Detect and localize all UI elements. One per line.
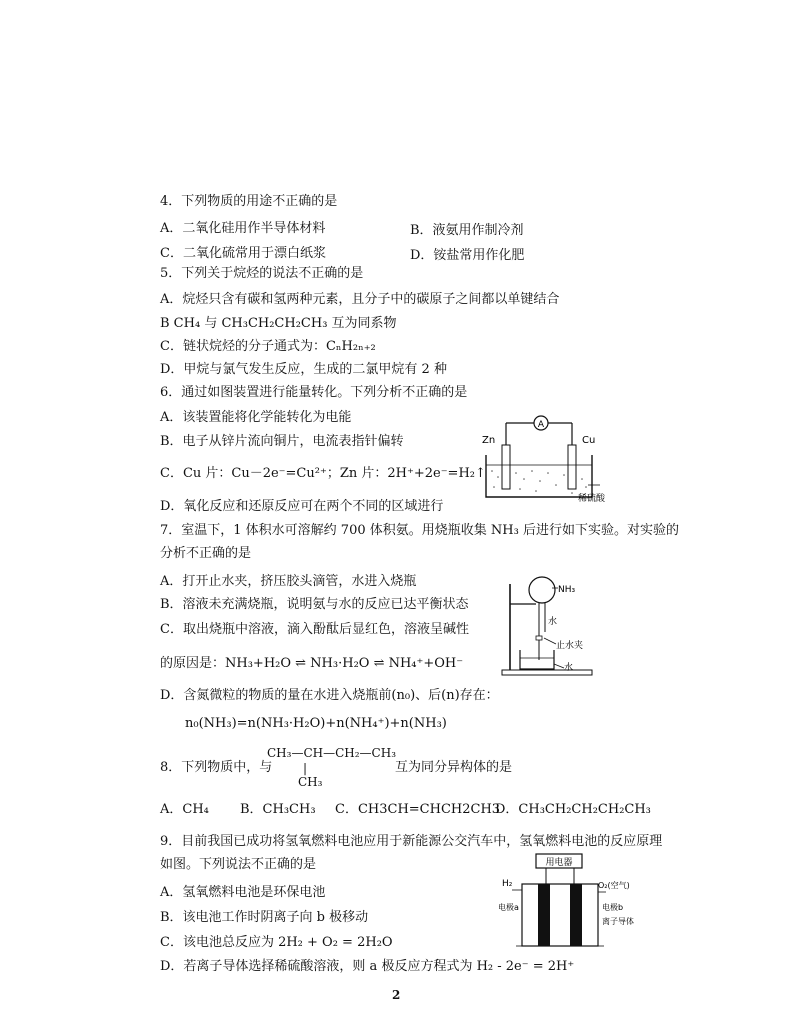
q5-option-b: B CH₄ 与 CH₃CH₂CH₂CH₃ 互为同系物: [160, 316, 397, 331]
q7-option-a: A．打开止水夹，挤压胶头滴管，水进入烧瓶: [160, 574, 417, 589]
acid-label: 稀硫酸: [578, 494, 606, 504]
clamp-icon: [536, 636, 542, 640]
water-bottom-label: 水: [564, 663, 574, 673]
q7-option-c: C．取出烧瓶中溶液，滴入酚酞后显红色，溶液呈碱性: [160, 622, 469, 637]
nh3-label: NH₃: [558, 585, 576, 595]
q8-option-a: A．CH₄: [160, 802, 209, 817]
q8-structure-branch: CH₃: [298, 775, 323, 789]
ammeter-label: A: [537, 420, 545, 430]
q8-option-b: B．CH₃CH₃: [240, 802, 316, 817]
q8-structure-bond: |: [303, 761, 308, 775]
q6-option-a: A．该装置能将化学能转化为电能: [160, 410, 352, 425]
q9-option-d: D．若离子导体选择稀硫酸溶液，则 a 极反应方程式为 H₂ - 2e⁻ = 2H⁺: [160, 959, 575, 974]
q7-stem-line2: 分析不正确的是: [160, 546, 252, 561]
q4-option-a: A．二氧化硅用作半导体材料: [160, 221, 326, 236]
device-label: 用电器: [545, 858, 573, 868]
q9-stem-line2: 如图。下列说法不正确的是: [160, 857, 317, 872]
water-top-label: 水: [548, 617, 558, 627]
q8-stem-suffix: 互为同分异构体的是: [395, 760, 513, 775]
q4-option-d: D．铵盐常用作化肥: [410, 248, 525, 263]
q4-option-b: B．液氨用作制冷剂: [410, 223, 524, 238]
o2-label: O₂(空气): [598, 881, 630, 890]
electrode-b: [570, 884, 582, 946]
q6-option-d: D．氧化反应和还原反应可在两个不同的区域进行: [160, 499, 444, 514]
ion-conductor-label: 离子导体: [602, 917, 634, 926]
clamp-label: 止水夹: [556, 641, 584, 651]
q6-stem: 6．通过如图装置进行能量转化。下列分析不正确的是: [160, 385, 468, 400]
electrode-b-label: 电极b: [602, 903, 624, 912]
q9-stem-line1: 9．目前我国已成功将氢氧燃料电池应用于新能源公交汽车中，氢氧燃料电池的反应原理: [160, 834, 663, 849]
q9-option-c: C．该电池总反应为 2H₂ + O₂ = 2H₂O: [160, 935, 393, 950]
h2-label: H₂: [502, 879, 513, 889]
q5-stem: 5．下列关于烷烃的说法不正确的是: [160, 266, 364, 281]
electrode-a-label: 电极a: [498, 903, 519, 912]
page-number: 2: [392, 988, 401, 1002]
cu-label: Cu: [582, 435, 596, 446]
q7-option-d: D．含氮微粒的物质的量在水进入烧瓶前(n₀)、后(n)存在：: [160, 688, 499, 703]
q8-option-c: C．CH3CH=CHCH2CH3: [335, 802, 501, 817]
q6-option-c: C．Cu 片：Cu－2e⁻=Cu²⁺；Zn 片：2H⁺+2e⁻=H₂↑: [160, 466, 486, 481]
q8-structure-main: CH₃—CH—CH₂—CH₃: [267, 746, 397, 760]
q7-option-c-equation: 的原因是：NH₃+H₂O ⇌ NH₃·H₂O ⇌ NH₄⁺+OH⁻: [160, 656, 464, 671]
q8-option-d: D．CH₃CH₂CH₂CH₂CH₃: [495, 802, 651, 817]
zn-label: Zn: [482, 435, 496, 446]
galvanic-cell-diagram: [478, 415, 618, 505]
q4-option-c: C．二氧化硫常用于漂白纸浆: [160, 246, 326, 261]
q5-option-c: C．链状烷烃的分子通式为：CₙH₂ₙ₊₂: [160, 339, 376, 354]
q6-option-b: B．电子从锌片流向铜片，电流表指针偏转: [160, 434, 404, 449]
q7-stem-line1: 7．室温下，1 体积水可溶解约 700 体积氨。用烧瓶收集 NH₃ 后进行如下实验。对实验的: [160, 523, 679, 538]
fuel-cell-diagram: [498, 852, 634, 956]
q5-option-a: A．烷烃只含有碳和氢两种元素，且分子中的碳原子之间都以单键结合: [160, 292, 560, 307]
flask-icon: [529, 577, 555, 603]
ammonia-fountain-diagram: [492, 570, 602, 680]
q4-stem: 4．下列物质的用途不正确的是: [160, 194, 338, 209]
q7-conservation-equation: n₀(NH₃)=n(NH₃·H₂O)+n(NH₄⁺)+n(NH₃): [185, 716, 447, 731]
q8-stem-prefix: 8．下列物质中，与: [160, 760, 273, 775]
electrode-a: [538, 884, 550, 946]
q9-option-b: B．该电池工作时阴离子向 b 极移动: [160, 910, 369, 925]
q9-option-a: A．氢氧燃料电池是环保电池: [160, 885, 326, 900]
q7-option-b: B．溶液未充满烧瓶，说明氨与水的反应已达平衡状态: [160, 597, 469, 612]
q5-option-d: D．甲烷与氯气发生反应，生成的二氯甲烷有 2 种: [160, 362, 447, 377]
